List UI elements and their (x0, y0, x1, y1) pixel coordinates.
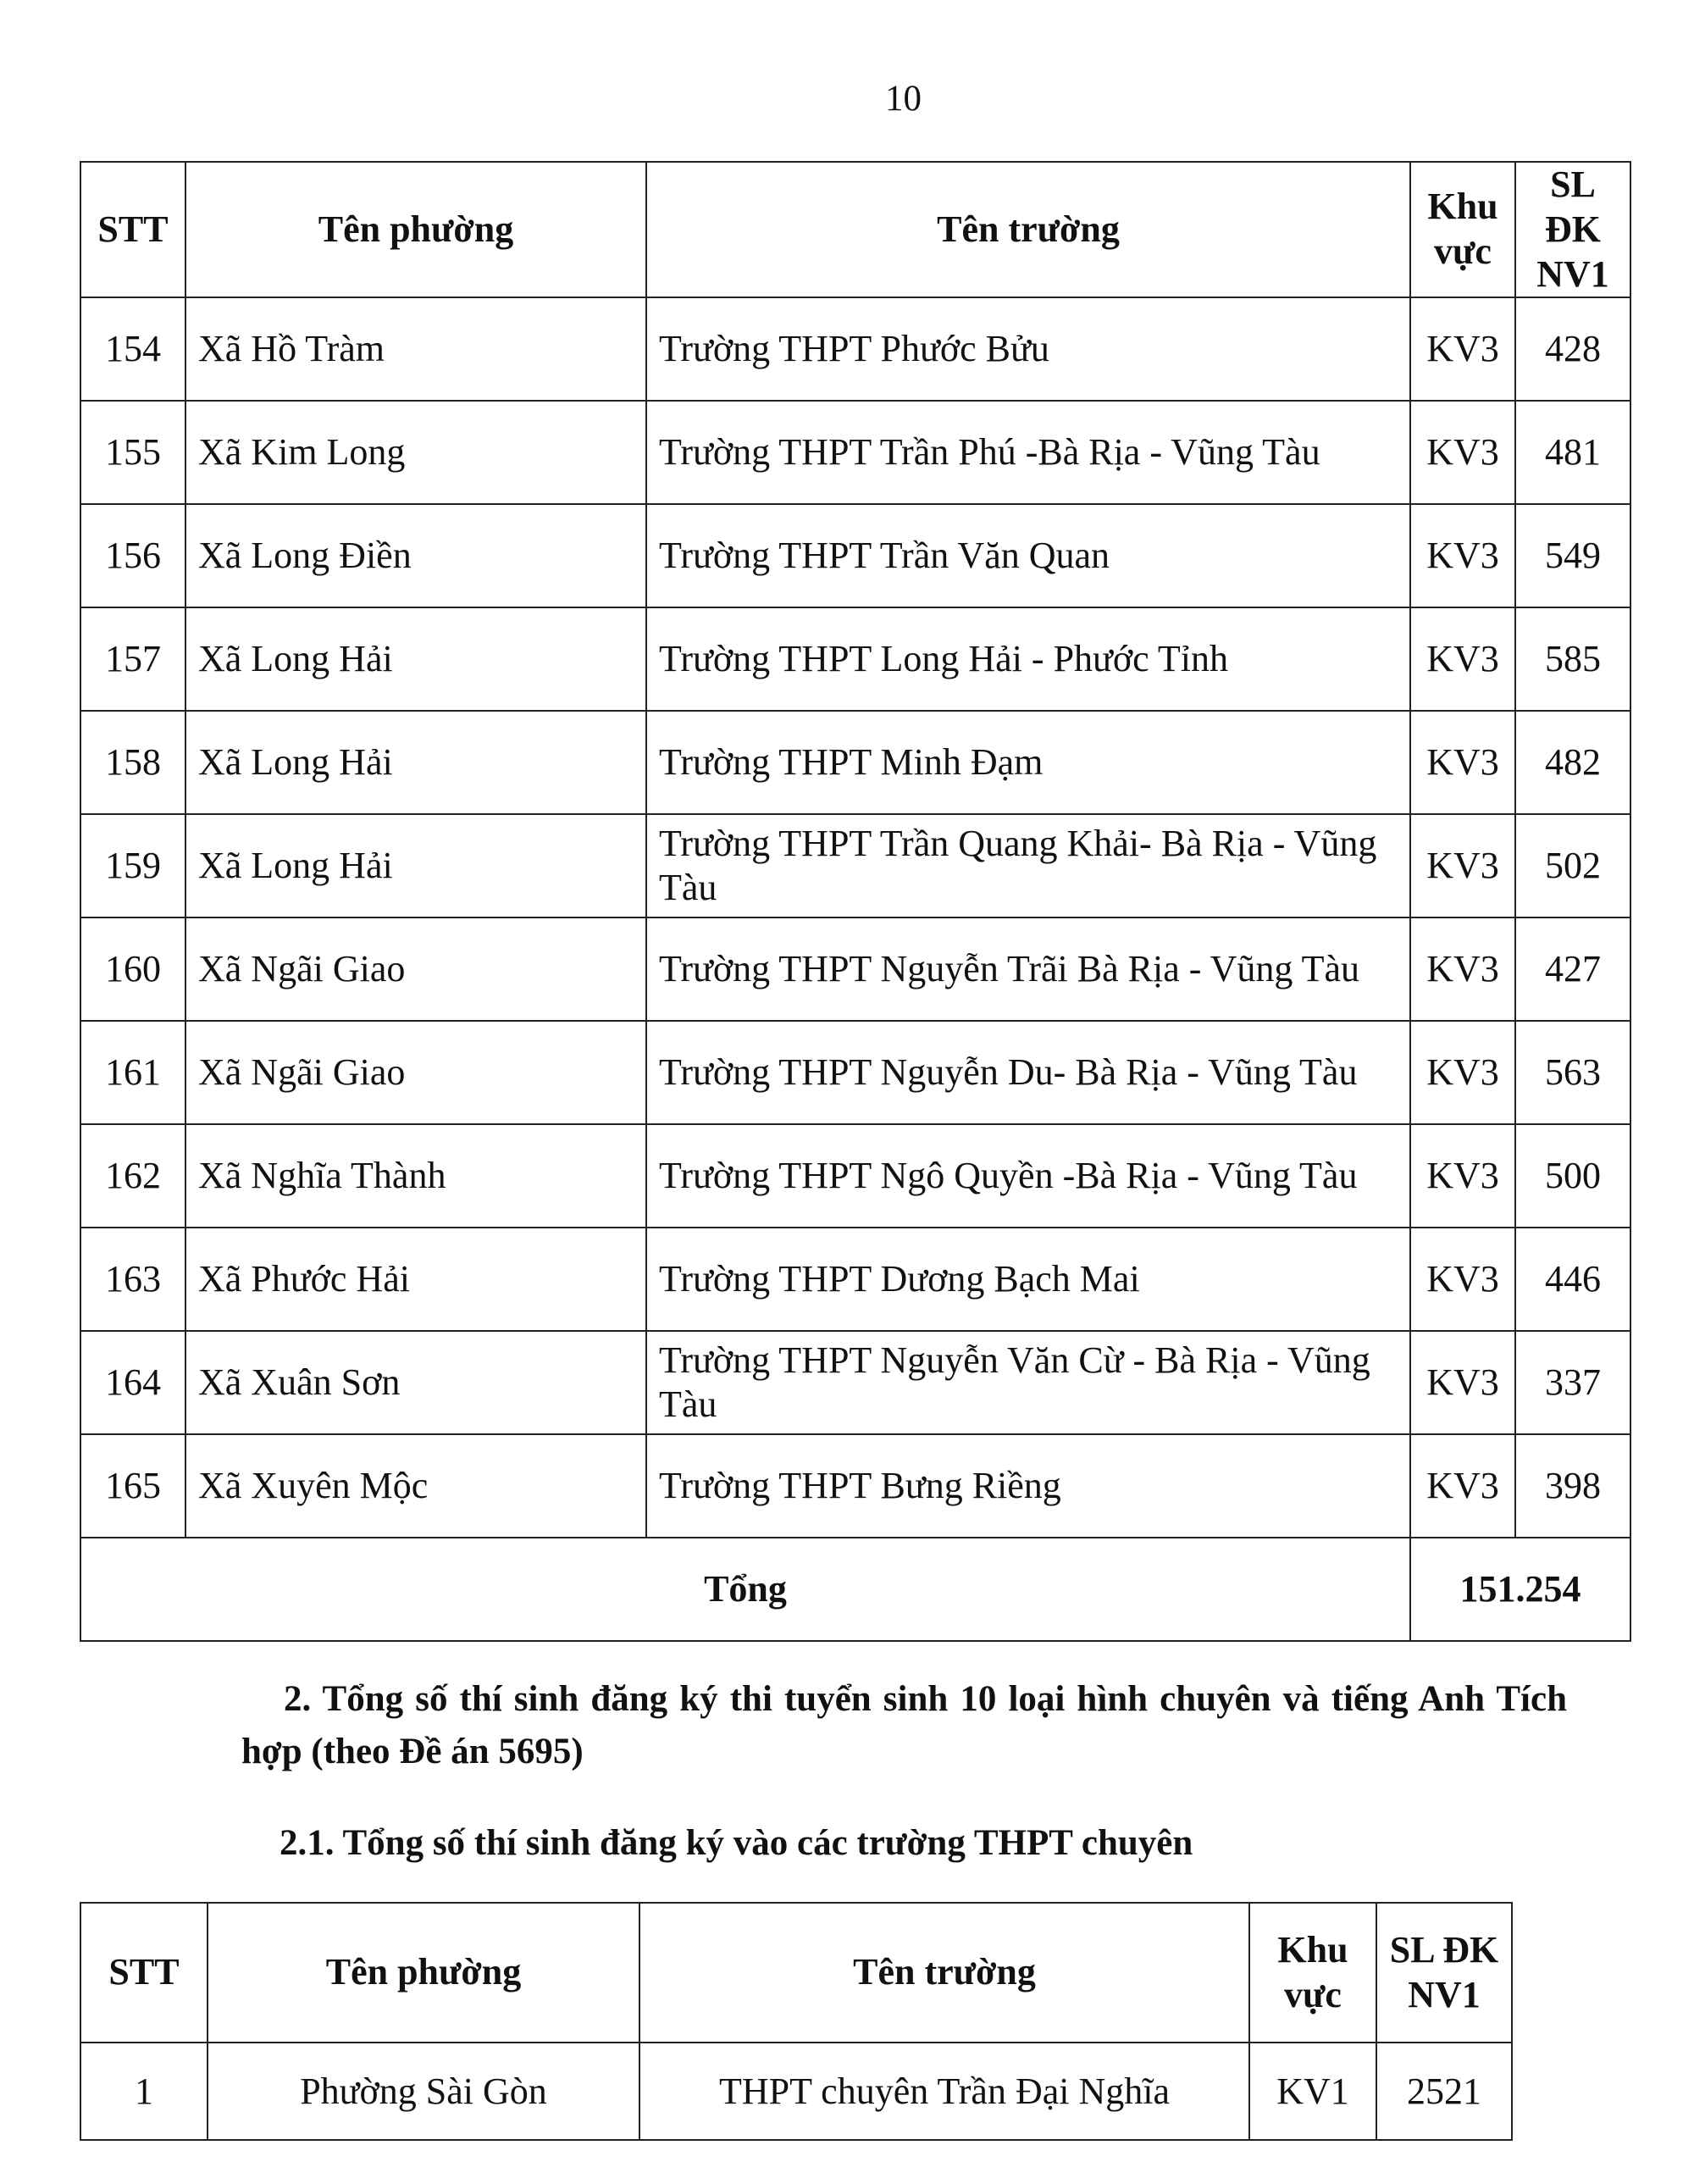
header-stt: STT (80, 162, 185, 297)
section-2-heading: 2. Tổng số thí sinh đăng ký thi tuyển sinh 10 loại hình chuyên và tiếng Anh Tích hợp (theo Đề án 5695) (241, 1679, 1567, 1771)
cell-sl: 482 (1515, 711, 1630, 814)
registration-table-specialized (80, 1902, 1513, 2141)
cell-ten-phuong: Xã Kim Long (185, 401, 646, 504)
cell-ten-phuong: Xã Long Điền (185, 504, 646, 607)
cell-stt: 157 (80, 607, 185, 711)
cell-ten-truong: Trường THPT Trần Quang Khải- Bà Rịa - Vũng Tàu (646, 814, 1410, 917)
cell-ten-truong: Trường THPT Trần Phú -Bà Rịa - Vũng Tàu (646, 401, 1410, 504)
cell-khu-vuc: KV3 (1410, 607, 1515, 711)
cell-sl: 446 (1515, 1228, 1630, 1331)
cell-khu-vuc: KV3 (1410, 1228, 1515, 1331)
table-row (80, 401, 1630, 504)
table-row (80, 1124, 1630, 1228)
cell-ten-truong: Trường THPT Long Hải - Phước Tỉnh (646, 607, 1410, 711)
cell-stt: 158 (80, 711, 185, 814)
header-sl-dk-nv1: SL ĐK NV1 (1376, 1903, 1512, 2043)
cell-sl: 585 (1515, 607, 1630, 711)
cell-khu-vuc: KV3 (1410, 401, 1515, 504)
cell-ten-truong: Trường THPT Minh Đạm (646, 711, 1410, 814)
header-stt: STT (80, 1903, 208, 2043)
cell-ten-truong: Trường THPT Phước Bửu (646, 297, 1410, 401)
cell-stt: 156 (80, 504, 185, 607)
page-number: 10 (885, 79, 922, 119)
cell-ten-truong: Trường THPT Nguyễn Du- Bà Rịa - Vũng Tàu (646, 1021, 1410, 1124)
table-row (80, 917, 1630, 1021)
cell-sl: 481 (1515, 401, 1630, 504)
cell-ten-phuong: Xã Ngãi Giao (185, 1021, 646, 1124)
cell-ten-phuong: Xã Nghĩa Thành (185, 1124, 646, 1228)
header-sl-dk-nv1: SL ĐK NV1 (1515, 162, 1630, 297)
table-row (80, 711, 1630, 814)
cell-ten-phuong: Xã Long Hải (185, 814, 646, 917)
header-ten-truong: Tên trường (646, 162, 1410, 297)
cell-ten-phuong: Xã Hồ Tràm (185, 297, 646, 401)
table-row (80, 1021, 1630, 1124)
cell-khu-vuc: KV3 (1410, 711, 1515, 814)
cell-stt: 165 (80, 1434, 185, 1538)
total-row (80, 1538, 1630, 1641)
cell-khu-vuc: KV3 (1410, 917, 1515, 1021)
cell-sl: 427 (1515, 917, 1630, 1021)
cell-stt: 161 (80, 1021, 185, 1124)
cell-stt: 159 (80, 814, 185, 917)
cell-ten-phuong: Xã Phước Hải (185, 1228, 646, 1331)
cell-ten-truong: Trường THPT Dương Bạch Mai (646, 1228, 1410, 1331)
cell-stt: 1 (80, 2043, 208, 2140)
cell-stt: 155 (80, 401, 185, 504)
table-row (80, 2043, 1512, 2140)
cell-sl: 2521 (1376, 2043, 1512, 2140)
cell-sl: 563 (1515, 1021, 1630, 1124)
table-row (80, 1228, 1630, 1331)
cell-khu-vuc: KV3 (1410, 1434, 1515, 1538)
cell-ten-truong: Trường THPT Bưng Riềng (646, 1434, 1410, 1538)
cell-ten-phuong: Xã Xuân Sơn (185, 1331, 646, 1434)
table-row (80, 1434, 1630, 1538)
cell-khu-vuc: KV1 (1249, 2043, 1376, 2140)
table-row (80, 504, 1630, 607)
cell-sl: 502 (1515, 814, 1630, 917)
table-row (80, 607, 1630, 711)
table-row (80, 297, 1630, 401)
cell-sl: 549 (1515, 504, 1630, 607)
header-ten-truong: Tên trường (639, 1903, 1249, 2043)
cell-ten-truong: Trường THPT Nguyễn Văn Cừ - Bà Rịa - Vũng Tàu (646, 1331, 1410, 1434)
cell-sl: 500 (1515, 1124, 1630, 1228)
cell-khu-vuc: KV3 (1410, 297, 1515, 401)
cell-ten-phuong: Xã Long Hải (185, 711, 646, 814)
cell-ten-truong: Trường THPT Nguyễn Trãi Bà Rịa - Vũng Tàu (646, 917, 1410, 1021)
table-row (80, 814, 1630, 917)
registration-table-district (80, 161, 1631, 1642)
cell-khu-vuc: KV3 (1410, 814, 1515, 917)
cell-khu-vuc: KV3 (1410, 1124, 1515, 1228)
cell-ten-phuong: Phường Sài Gòn (208, 2043, 639, 2140)
cell-sl: 337 (1515, 1331, 1630, 1434)
header-ten-phuong: Tên phường (208, 1903, 639, 2043)
total-value: 151.254 (1410, 1538, 1630, 1641)
cell-khu-vuc: KV3 (1410, 1021, 1515, 1124)
table-row (80, 1331, 1630, 1434)
cell-stt: 154 (80, 297, 185, 401)
cell-ten-phuong: Xã Xuyên Mộc (185, 1434, 646, 1538)
table-header-row (80, 162, 1630, 297)
cell-ten-phuong: Xã Long Hải (185, 607, 646, 711)
cell-ten-truong: Trường THPT Ngô Quyền -Bà Rịa - Vũng Tàu (646, 1124, 1410, 1228)
cell-ten-phuong: Xã Ngãi Giao (185, 917, 646, 1021)
cell-khu-vuc: KV3 (1410, 1331, 1515, 1434)
cell-ten-truong: Trường THPT Trần Văn Quan (646, 504, 1410, 607)
section-2-1-heading: 2.1. Tổng số thí sinh đăng ký vào các trường THPT chuyên (280, 1823, 1193, 1863)
cell-sl: 428 (1515, 297, 1630, 401)
header-ten-phuong: Tên phường (185, 162, 646, 297)
total-label: Tổng (80, 1538, 1410, 1641)
cell-stt: 160 (80, 917, 185, 1021)
header-khu-vuc: Khu vực (1410, 162, 1515, 297)
cell-stt: 164 (80, 1331, 185, 1434)
cell-sl: 398 (1515, 1434, 1630, 1538)
header-khu-vuc: Khu vực (1249, 1903, 1376, 2043)
table-header-row (80, 1903, 1512, 2043)
cell-ten-truong: THPT chuyên Trần Đại Nghĩa (639, 2043, 1249, 2140)
cell-stt: 163 (80, 1228, 185, 1331)
cell-stt: 162 (80, 1124, 185, 1228)
cell-khu-vuc: KV3 (1410, 504, 1515, 607)
